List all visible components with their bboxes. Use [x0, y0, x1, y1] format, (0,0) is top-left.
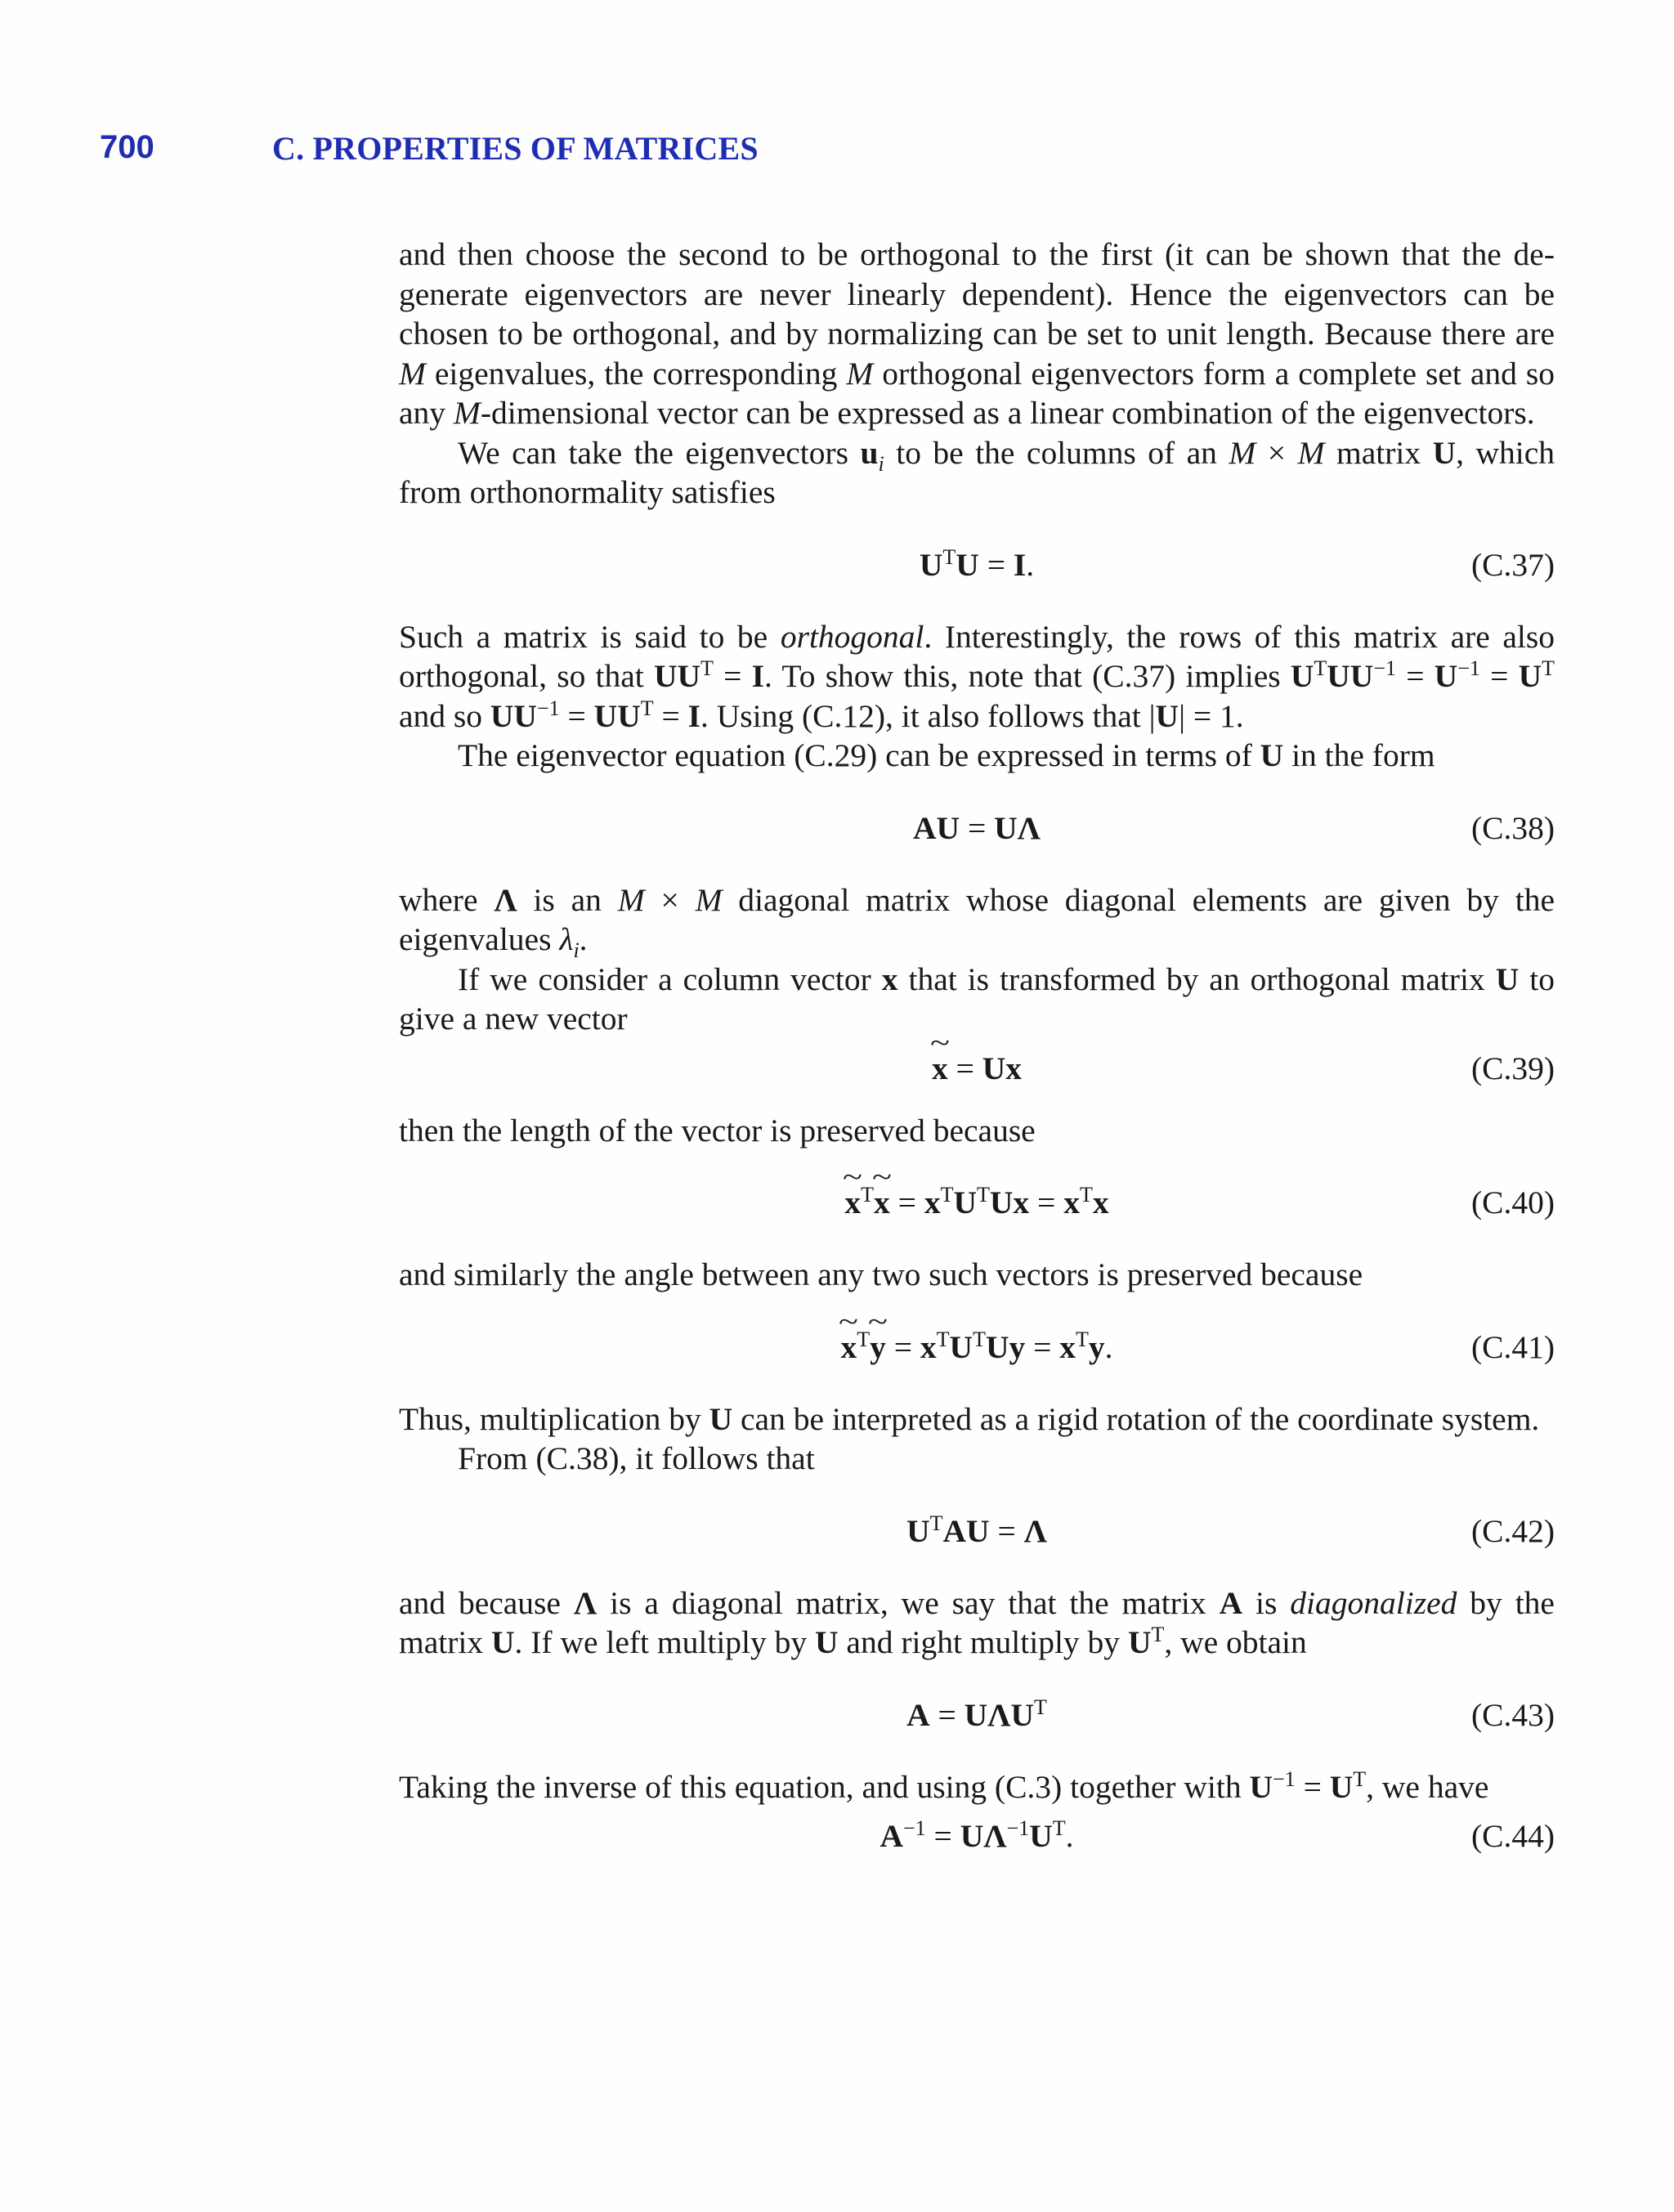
paragraph: If we consider a column vector x that is transformed by an orthogonal matrix U to give a new vector — [399, 960, 1555, 1037]
paragraph: From (C.38), it follows that — [458, 1440, 815, 1476]
equation-expression: $U^TU = I$. — [919, 544, 1035, 583]
equation-number: (C.42) — [1470, 1512, 1555, 1549]
equation-c44 — [399, 1816, 1555, 1856]
paragraph: and similarly the angle between any two such vectors is preserved because — [399, 1256, 1363, 1292]
paragraph: and then choose the second to be orthogonal to the first (it can be shown that the de-generate eigenvectors are never linearly dependent). Hence the eigenvectors can be chosen to be orthogonal, and by normalizing can be set to unit length. Because there are M eigenvalues, the corresponding M orthogonal eigenvectors form a complete set and so any M-dimensional vector can be expressed as a linear combination of the eigenvectors. — [399, 236, 1555, 431]
page-number: 700 — [100, 129, 154, 165]
equation-expression: ~ $x^T\sim$ $x = x^TU^TUx = x^Tx$ — [399, 1183, 1555, 1222]
equation-number: (C.43) — [1470, 1696, 1555, 1733]
paragraph: where Λ is an M × M diagonal matrix whose diagonal elements are given by the eigenvalues $\lambda_i$. — [399, 881, 1555, 962]
paragraph: Such a matrix is said to be orthogonal. Interestingly, the rows of this matrix are also orthogonal, so that $UU^T = I$. To show this, note that (C.37) implies $U^TUU^{-1} = U^{-1} = U^T$ and so $UU^{-1} = UU^T = I$. Using (C.12), it also follows that |U| = 1. — [399, 618, 1555, 734]
paragraph: Thus, multiplication by U can be interpreted as a rigid rotation of the coordinate system. — [399, 1400, 1540, 1437]
equation-number: (C.41) — [1470, 1328, 1555, 1365]
equation-number: (C.38) — [1470, 809, 1555, 846]
equation-c42 — [399, 1511, 1555, 1551]
equation-c38 — [399, 808, 1555, 848]
equation-c37 — [399, 545, 1555, 584]
equation-number: (C.37) — [1470, 546, 1555, 583]
equation-expression: $A = U\Lambda U^T$ — [906, 1695, 1047, 1733]
paragraph: The eigenvector equation (C.29) can be expressed in terms of U in the form — [458, 737, 1435, 773]
equation-expression: ~ x = Ux — [399, 1049, 1555, 1088]
body-text — [399, 235, 1555, 1856]
paragraph: We can take the eigenvectors $u_i$ to be the columns of an M × M matrix U, which from orthonormality satisfies — [399, 434, 1555, 510]
equation-c41 — [399, 1328, 1555, 1367]
equation-expression: AU = UΛ — [913, 809, 1041, 846]
equation-expression: ~ $x^T\sim$ $y = x^TU^TUy = x^Ty$. — [399, 1328, 1555, 1367]
equation-number: (C.44) — [1470, 1818, 1555, 1854]
equation-c39 — [399, 1049, 1555, 1088]
chapter-title: C. PROPERTIES OF MATRICES — [272, 130, 759, 167]
equation-c43 — [399, 1695, 1555, 1735]
equation-expression: $A^{-1} = U\Lambda^{-1}U^T$. — [880, 1816, 1074, 1854]
equation-number: (C.40) — [1470, 1184, 1555, 1220]
paragraph: then the length of the vector is preserved because — [399, 1112, 1036, 1149]
paragraph: Taking the inverse of this equation, and using (C.3) together with $U^{-1} = U^T$, we have — [399, 1766, 1489, 1805]
equation-expression: $U^TAU = \Lambda$ — [906, 1511, 1047, 1549]
equation-c40 — [399, 1183, 1555, 1222]
equation-number: (C.39) — [1470, 1050, 1555, 1086]
paragraph: and because Λ is a diagonal matrix, we say that the matrix A is diagonalized by the matrix U. If we left multiply by U and right multiply by $U^T$, we obtain — [399, 1584, 1555, 1660]
